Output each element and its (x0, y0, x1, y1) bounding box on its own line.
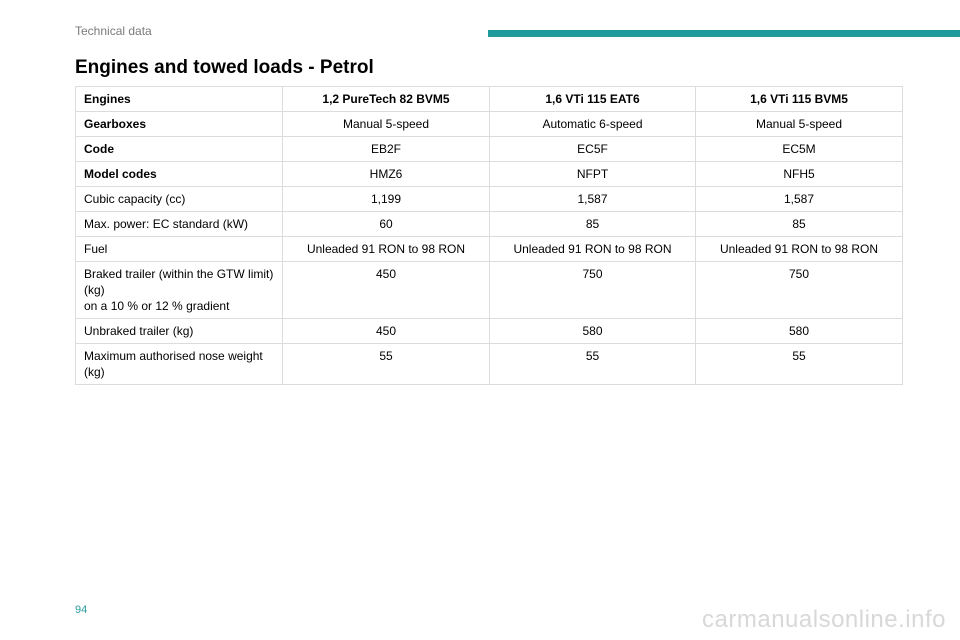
table-cell: 1,199 (283, 187, 490, 212)
table-row (76, 237, 903, 262)
table-cell: 1,587 (490, 187, 696, 212)
table-cell: Manual 5-speed (696, 112, 903, 137)
table-row (76, 319, 903, 344)
row-label: Fuel (76, 237, 283, 262)
table-cell: Unleaded 91 RON to 98 RON (696, 237, 903, 262)
table-row (76, 344, 903, 385)
table-cell: 55 (490, 344, 696, 385)
table-cell: 1,587 (696, 187, 903, 212)
section-header: Technical data (75, 24, 152, 38)
table-row (76, 187, 903, 212)
table-row (76, 137, 903, 162)
column-header: Engines (76, 87, 283, 112)
row-label: Cubic capacity (cc) (76, 187, 283, 212)
table-cell: 580 (696, 319, 903, 344)
header-accent-bar (488, 30, 960, 37)
column-header: 1,2 PureTech 82 BVM5 (283, 87, 490, 112)
table-cell: 750 (696, 262, 903, 319)
table-cell: 450 (283, 319, 490, 344)
row-label: Model codes (76, 162, 283, 187)
table-row (76, 162, 903, 187)
table-header-row (76, 87, 903, 112)
table-cell: NFPT (490, 162, 696, 187)
table-cell: EC5M (696, 137, 903, 162)
table-row (76, 212, 903, 237)
engine-specs-table (75, 86, 903, 385)
row-label: Gearboxes (76, 112, 283, 137)
row-label: Max. power: EC standard (kW) (76, 212, 283, 237)
table-cell: EB2F (283, 137, 490, 162)
page-title: Engines and towed loads - Petrol (75, 57, 374, 78)
table-body (76, 112, 903, 385)
table-cell: HMZ6 (283, 162, 490, 187)
table-cell: 85 (696, 212, 903, 237)
table-row (76, 262, 903, 319)
table-cell: Unleaded 91 RON to 98 RON (283, 237, 490, 262)
table-cell: Unleaded 91 RON to 98 RON (490, 237, 696, 262)
table-cell: Manual 5-speed (283, 112, 490, 137)
table-cell: 55 (283, 344, 490, 385)
table-cell: 60 (283, 212, 490, 237)
table-cell: NFH5 (696, 162, 903, 187)
table-cell: EC5F (490, 137, 696, 162)
row-label: Code (76, 137, 283, 162)
table-row (76, 112, 903, 137)
table-cell: 450 (283, 262, 490, 319)
row-label: Braked trailer (within the GTW limit) (kg) on a 10 % or 12 % gradient (76, 262, 283, 319)
page-number: 94 (75, 604, 88, 616)
table-cell: Automatic 6-speed (490, 112, 696, 137)
table-cell: 85 (490, 212, 696, 237)
table-cell: 750 (490, 262, 696, 319)
table-cell: 55 (696, 344, 903, 385)
column-header: 1,6 VTi 115 EAT6 (490, 87, 696, 112)
row-label: Maximum authorised nose weight (kg) (76, 344, 283, 385)
column-header: 1,6 VTi 115 BVM5 (696, 87, 903, 112)
watermark: carmanualsonline.info (702, 606, 946, 633)
row-label: Unbraked trailer (kg) (76, 319, 283, 344)
table-cell: 580 (490, 319, 696, 344)
